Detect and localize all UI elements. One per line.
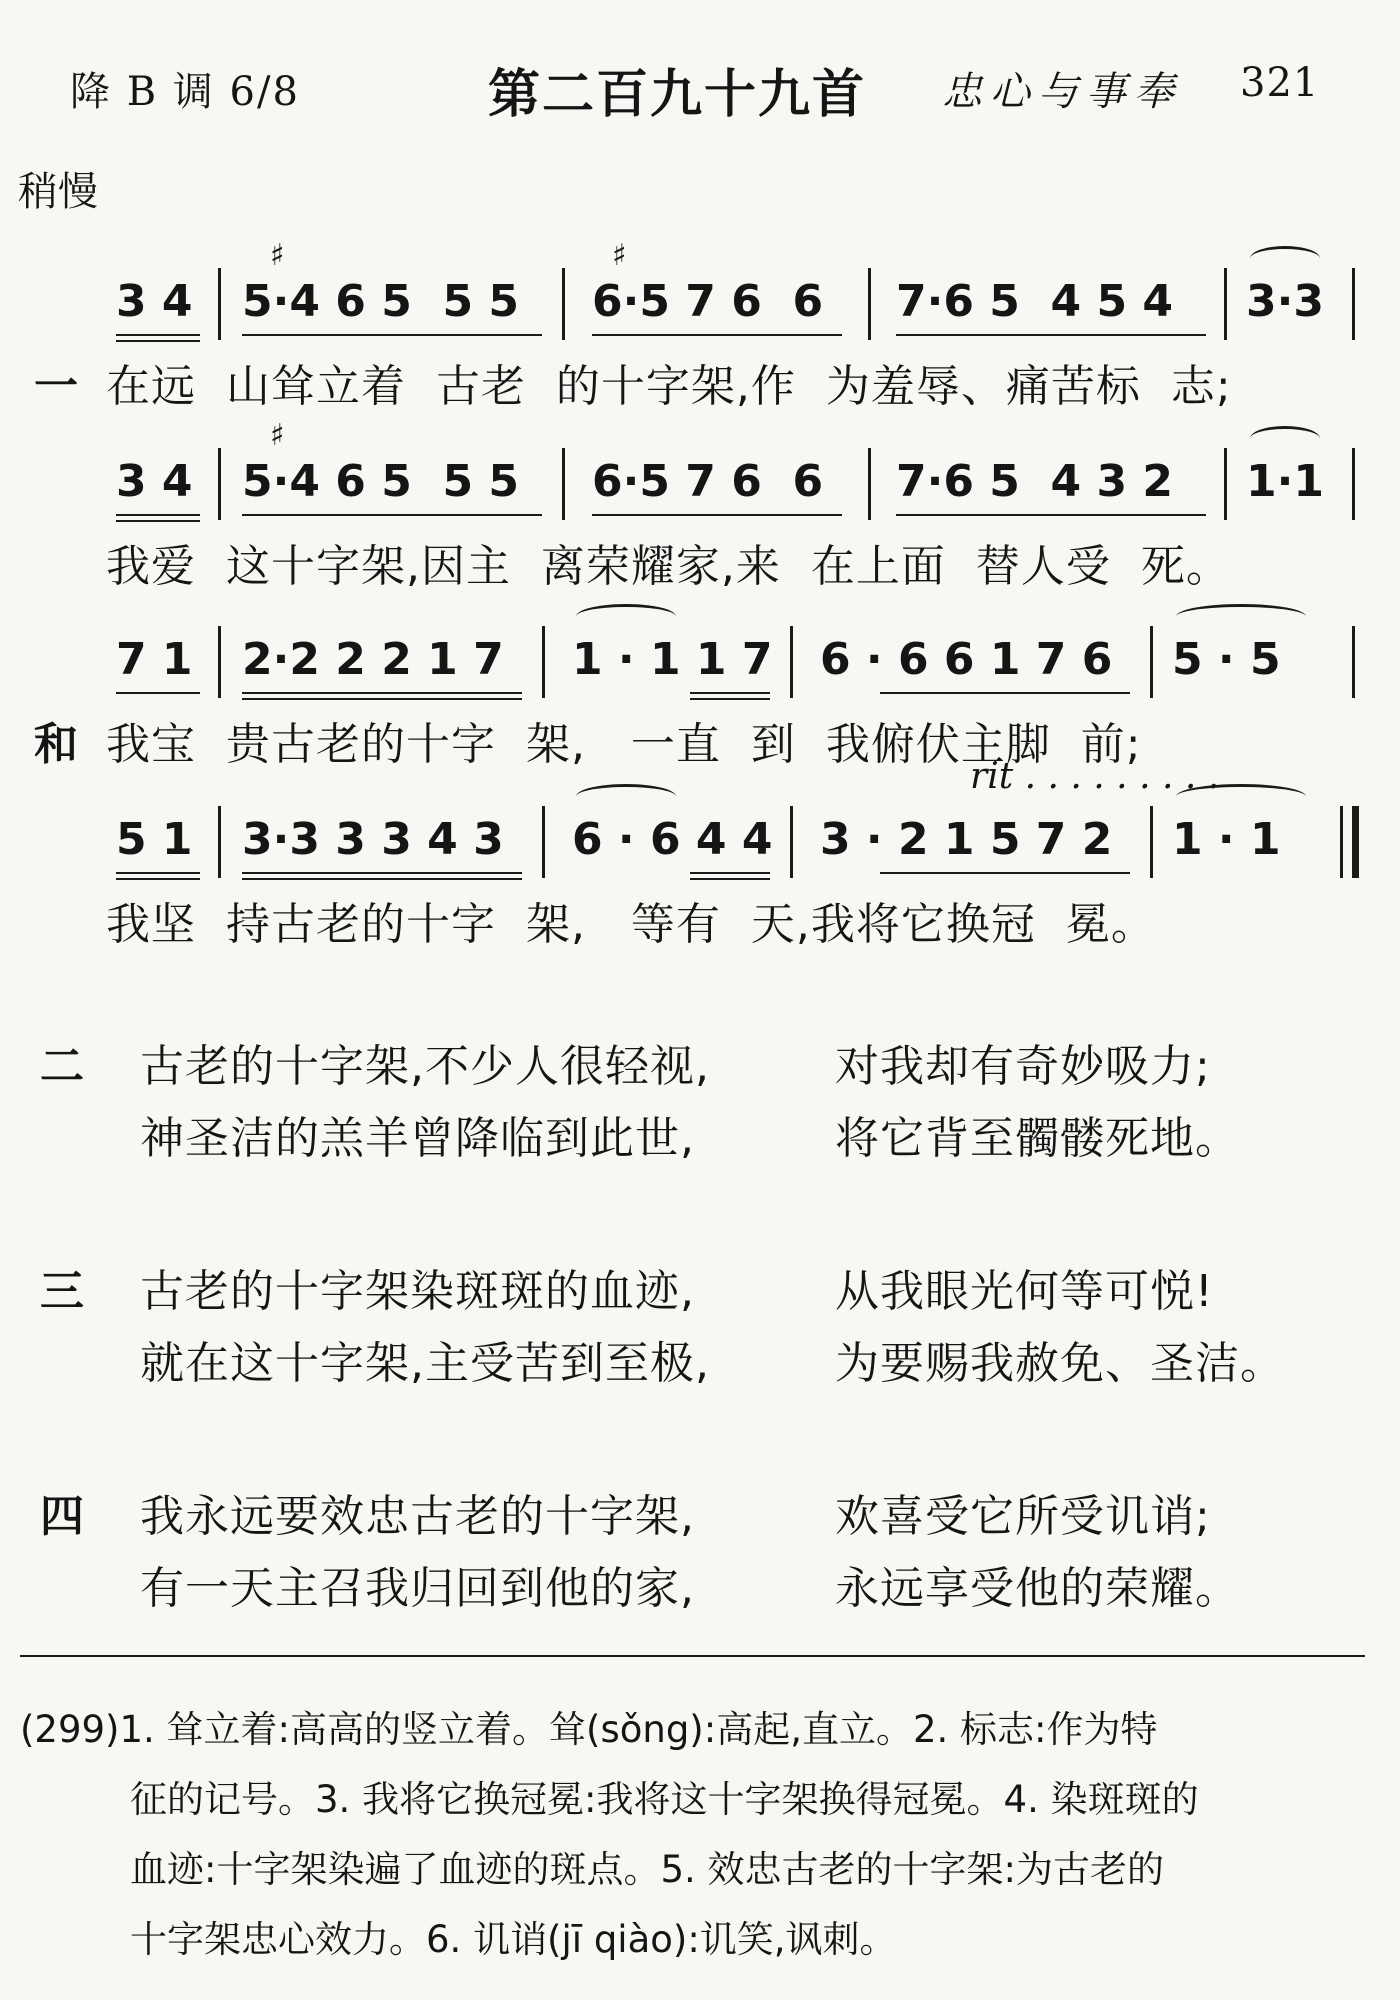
footnote-line: 征的记号。3. 我将它换冠冕:我将这十字架换得冠冕。4. 染斑斑的 (130, 1778, 1199, 1821)
notation-line (0, 626, 1400, 696)
measure: 3 · 2 1 5 7 2 (820, 814, 1113, 865)
barline (1352, 448, 1355, 520)
barline (562, 268, 565, 340)
verse-line: 从我眼光何等可悦! (835, 1266, 1214, 1317)
sharp-sign: ♯ (270, 238, 285, 273)
underline-beam (690, 878, 770, 880)
pickup-notes: 7 1 (116, 634, 193, 685)
tie-slur (1176, 604, 1306, 629)
measure: 3·3 (1246, 276, 1324, 327)
measure: 6·5 7 6 6 (592, 276, 824, 327)
underline-beam (116, 692, 200, 694)
final-barline-thick (1352, 806, 1359, 878)
sharp-sign: ♯ (612, 238, 627, 273)
pickup-notes: 3 4 (116, 276, 193, 327)
barline (542, 626, 545, 698)
underline-beam (880, 872, 1130, 874)
measure: 2·2 2 2 1 7 (242, 634, 504, 685)
lyric-text: 我坚 持古老的十字 架, 等有 天,我将它换冠 冕。 (106, 899, 1156, 950)
measure: 7·6 5 4 5 4 (896, 276, 1173, 327)
footnote-line: 血迹:十字架染遍了血迹的斑点。5. 效忠古老的十字架:为古老的 (130, 1848, 1164, 1891)
measure: 6 · 6 6 1 7 6 (820, 634, 1113, 685)
notation-line (0, 268, 1400, 338)
barline (1150, 626, 1153, 698)
barline (218, 626, 221, 698)
measure: 3·3 3 3 4 3 (242, 814, 504, 865)
lyric-text: 我宝 贵古老的十字 架, 一直 到 我俯伏主脚 前; (106, 719, 1142, 770)
verse-2 (0, 1030, 1400, 1190)
page-header (0, 52, 1400, 125)
underline-beam (242, 698, 522, 700)
underline-beam (690, 872, 770, 874)
notation-line (0, 448, 1400, 518)
key-signature: 降 B 调 6/8 (70, 69, 300, 115)
tie-slur (576, 604, 676, 629)
barline (868, 268, 871, 340)
barline (1150, 806, 1153, 878)
underline-beam (242, 692, 522, 694)
final-barline-thin (1340, 806, 1343, 878)
verse-number: 四 (40, 1491, 84, 1542)
pickup-notes: 3 4 (116, 456, 193, 507)
measure: 7·6 5 4 3 2 (896, 456, 1173, 507)
lyric-text: 我爱 这十字架,因主 离荣耀家,来 在上面 替人受 死。 (106, 541, 1231, 592)
measure: 5·4 6 5 5 5 (242, 456, 519, 507)
ritardando-marking: rit . . . . . . . . . (970, 756, 1220, 797)
underline-beam (116, 334, 200, 336)
underline-beam (242, 334, 542, 336)
footnote-line: 十字架忠心效力。6. 讥诮(jī qiào):讥笑,讽刺。 (130, 1918, 897, 1961)
verse-3 (0, 1255, 1400, 1415)
hymn-title: 第二百九十九首 (488, 65, 867, 125)
underline-beam (242, 878, 522, 880)
sharp-sign: ♯ (270, 418, 285, 453)
underline-beam (116, 878, 200, 880)
lyric-text: 在远 山耸立着 古老 的十字架,作 为羞辱、痛苦标 志; (106, 361, 1232, 412)
notation-line (0, 806, 1400, 876)
tie-slur (1250, 426, 1320, 451)
underline-beam (242, 514, 542, 516)
underline-beam (690, 692, 770, 694)
verse-line: 神圣洁的羔羊曾降临到此世, (140, 1113, 695, 1164)
verse-line: 永远享受他的荣耀。 (835, 1563, 1240, 1614)
underline-beam (116, 514, 200, 516)
barline (218, 448, 221, 520)
verse-line: 古老的十字架染斑斑的血迹, (140, 1266, 695, 1317)
barline (790, 626, 793, 698)
barline (1352, 626, 1355, 698)
measure: 6·5 7 6 6 (592, 456, 824, 507)
verse-line: 欢喜受它所受讥诮; (835, 1491, 1211, 1542)
underline-beam (896, 334, 1206, 336)
page-number: 321 (1240, 60, 1320, 106)
barline (218, 806, 221, 878)
footnote-line: (299)1. 耸立着:高高的竖立着。耸(sǒng):高起,直立。2. 标志:作为特 (20, 1708, 1158, 1751)
barline (1224, 448, 1227, 520)
underline-beam (242, 872, 522, 874)
tie-slur (1250, 246, 1320, 271)
verse-4 (0, 1480, 1400, 1640)
footnote-divider (20, 1655, 1365, 1657)
verse-number: 三 (40, 1266, 84, 1317)
underline-beam (116, 340, 200, 342)
pickup-notes: 5 1 (116, 814, 193, 865)
barline (1352, 268, 1355, 340)
verse-line: 就在这十字架,主受苦到至极, (140, 1338, 710, 1389)
verse-line: 有一天主召我归回到他的家, (140, 1563, 695, 1614)
verse-line: 古老的十字架,不少人很轻视, (140, 1041, 710, 1092)
tie-slur (1176, 784, 1306, 809)
measure: 5·4 6 5 5 5 (242, 276, 519, 327)
barline (790, 806, 793, 878)
barline (562, 448, 565, 520)
verse-line: 为要赐我赦免、圣洁。 (835, 1338, 1285, 1389)
verse-line: 对我却有奇妙吸力; (835, 1041, 1211, 1092)
verse-number: 二 (40, 1041, 84, 1092)
underline-beam (880, 692, 1130, 694)
measure: 1 · 1 (1172, 814, 1281, 865)
verse-line: 我永远要效忠古老的十字架, (140, 1491, 695, 1542)
underline-beam (592, 514, 842, 516)
barline (218, 268, 221, 340)
barline (1224, 268, 1227, 340)
underline-beam (116, 872, 200, 874)
measure: 1 · 1 1 7 (572, 634, 773, 685)
underline-beam (116, 520, 200, 522)
hymn-category: 忠心与事奉 (942, 69, 1182, 115)
measure: 5 · 5 (1172, 634, 1281, 685)
underline-beam (690, 698, 770, 700)
refrain-marker: 和 (34, 719, 78, 770)
measure: 6 · 6 4 4 (572, 814, 773, 865)
measure: 1·1 (1246, 456, 1324, 507)
verse-marker: 一 (34, 361, 78, 412)
verse-line: 将它背至髑髅死地。 (835, 1113, 1240, 1164)
tie-slur (576, 784, 676, 809)
barline (542, 806, 545, 878)
underline-beam (896, 514, 1206, 516)
tempo-marking: 稍慢 (18, 169, 98, 215)
underline-beam (592, 334, 842, 336)
barline (868, 448, 871, 520)
